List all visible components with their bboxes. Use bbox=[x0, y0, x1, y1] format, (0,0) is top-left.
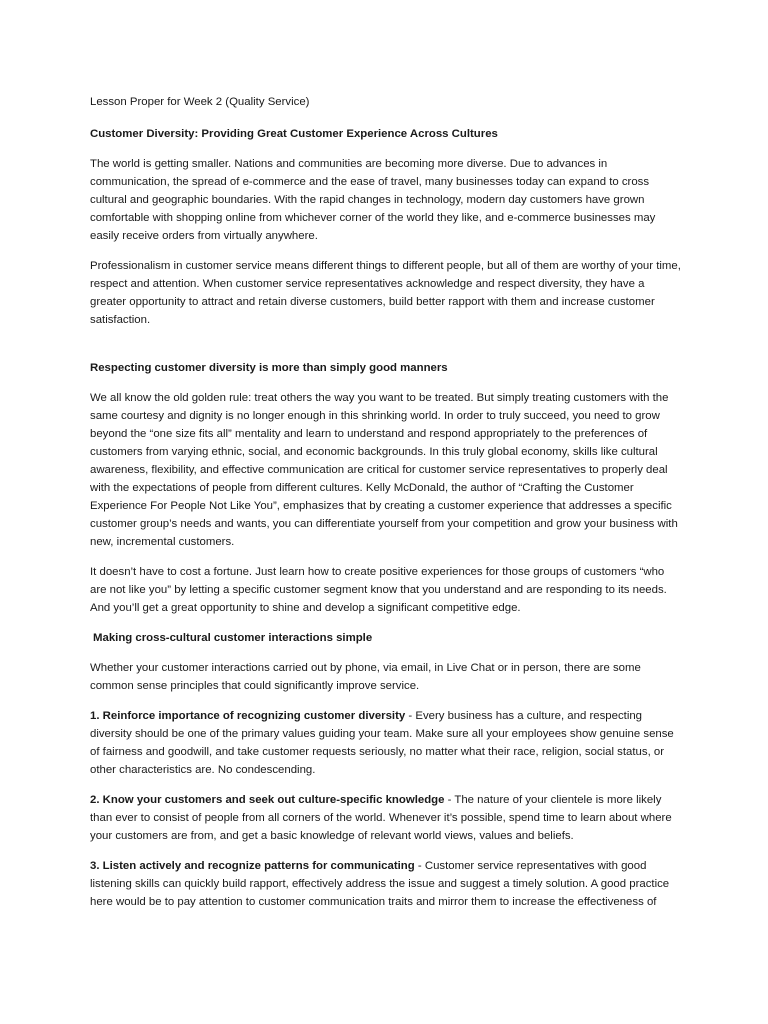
numbered-item-2-text: - The nature of your clientele is more likely than ever to consist of people from all corners of the world. Whenever it’s possible, spend time to learn about where your customers are from, and get a basic knowledge of relevant world views, values and beliefs. bbox=[90, 794, 672, 842]
document-title: Lesson Proper for Week 2 (Quality Service) bbox=[90, 96, 310, 108]
numbered-item-1-lead: 1. Reinforce importance of recognizing customer diversity bbox=[90, 710, 406, 722]
numbered-item-2-lead: 2. Know your customers and seek out culture-specific knowledge bbox=[90, 794, 445, 806]
section2-intro: Whether your customer interactions carried out by phone, via email, in Live Chat or in person, there are some common sense principles that could significantly improve service. bbox=[90, 662, 641, 692]
section-heading-respecting-diversity: Respecting customer diversity is more than simply good manners bbox=[90, 362, 448, 374]
main-heading: Customer Diversity: Providing Great Customer Experience Across Cultures bbox=[90, 128, 498, 140]
numbered-item-3-lead: 3. Listen actively and recognize patterns for communicating bbox=[90, 860, 415, 872]
section1-paragraph-1: We all know the old golden rule: treat others the way you want to be treated. But simply treating customers with the same courtesy and dignity is no longer enough in this shrinking world. In order to truly succeed, you need to grow beyond the “one size fits all” mentality and learn to understand and respond appropriately to the preferences of customers from varying ethnic, social, and economic backgrounds. In this truly global economy, skills like cultural awareness, flexibility, and effective communication are critical for customer service representatives to properly deal with the expectations of people from different cultures. Kelly McDonald, the author of “Crafting the Customer Experience For People Not Like You”, emphasizes that by creating a customer experience that addresses a specific customer group’s needs and wants, you can differentiate yourself from your competition and grow your business with new, incremental customers. bbox=[90, 392, 678, 548]
document-page bbox=[90, 93, 682, 923]
numbered-item-1 bbox=[90, 707, 682, 779]
section1-paragraph-2: It doesn’t have to cost a fortune. Just learn how to create positive experiences for those groups of customers “who are not like you” by letting a specific customer segment know that you understand and are responding to its needs. And you’ll get a great opportunity to shine and develop a significant competitive edge. bbox=[90, 566, 667, 614]
intro-paragraph-2: Professionalism in customer service means different things to different people, but all of them are worthy of your time, respect and attention. When customer service representatives acknowledge and respect diversity, they have a greater opportunity to attract and retain diverse customers, build better rapport with them and increase customer satisfaction. bbox=[90, 260, 681, 326]
numbered-item-1-text: - Every business has a culture, and respecting diversity should be one of the primary values guiding your team. Make sure all your employees show genuine sense of fairness and goodwill, and take customer requests seriously, no matter what their race, religion, social status, or other characteristics are. No condescending. bbox=[90, 710, 674, 776]
intro-paragraph-1: The world is getting smaller. Nations and communities are becoming more diverse. Due to advances in communication, the spread of e-commerce and the ease of travel, many businesses today can expand to cross cultural and geographic boundaries. With the rapid changes in technology, modern day customers have grown comfortable with shopping online from whichever corner of the world they like, and e-commerce businesses may easily receive orders from virtually anywhere. bbox=[90, 158, 656, 242]
numbered-item-3 bbox=[90, 857, 682, 911]
numbered-item-3-text: - Customer service representatives with good listening skills can quickly build rapport, effectively address the issue and suggest a timely solution. A good practice here would be to pay attention to customer communication traits and mirror them to increase the effectiveness of bbox=[90, 860, 670, 908]
section-heading-cross-cultural: Making cross-cultural customer interactions simple bbox=[93, 632, 373, 644]
numbered-item-2 bbox=[90, 791, 682, 845]
